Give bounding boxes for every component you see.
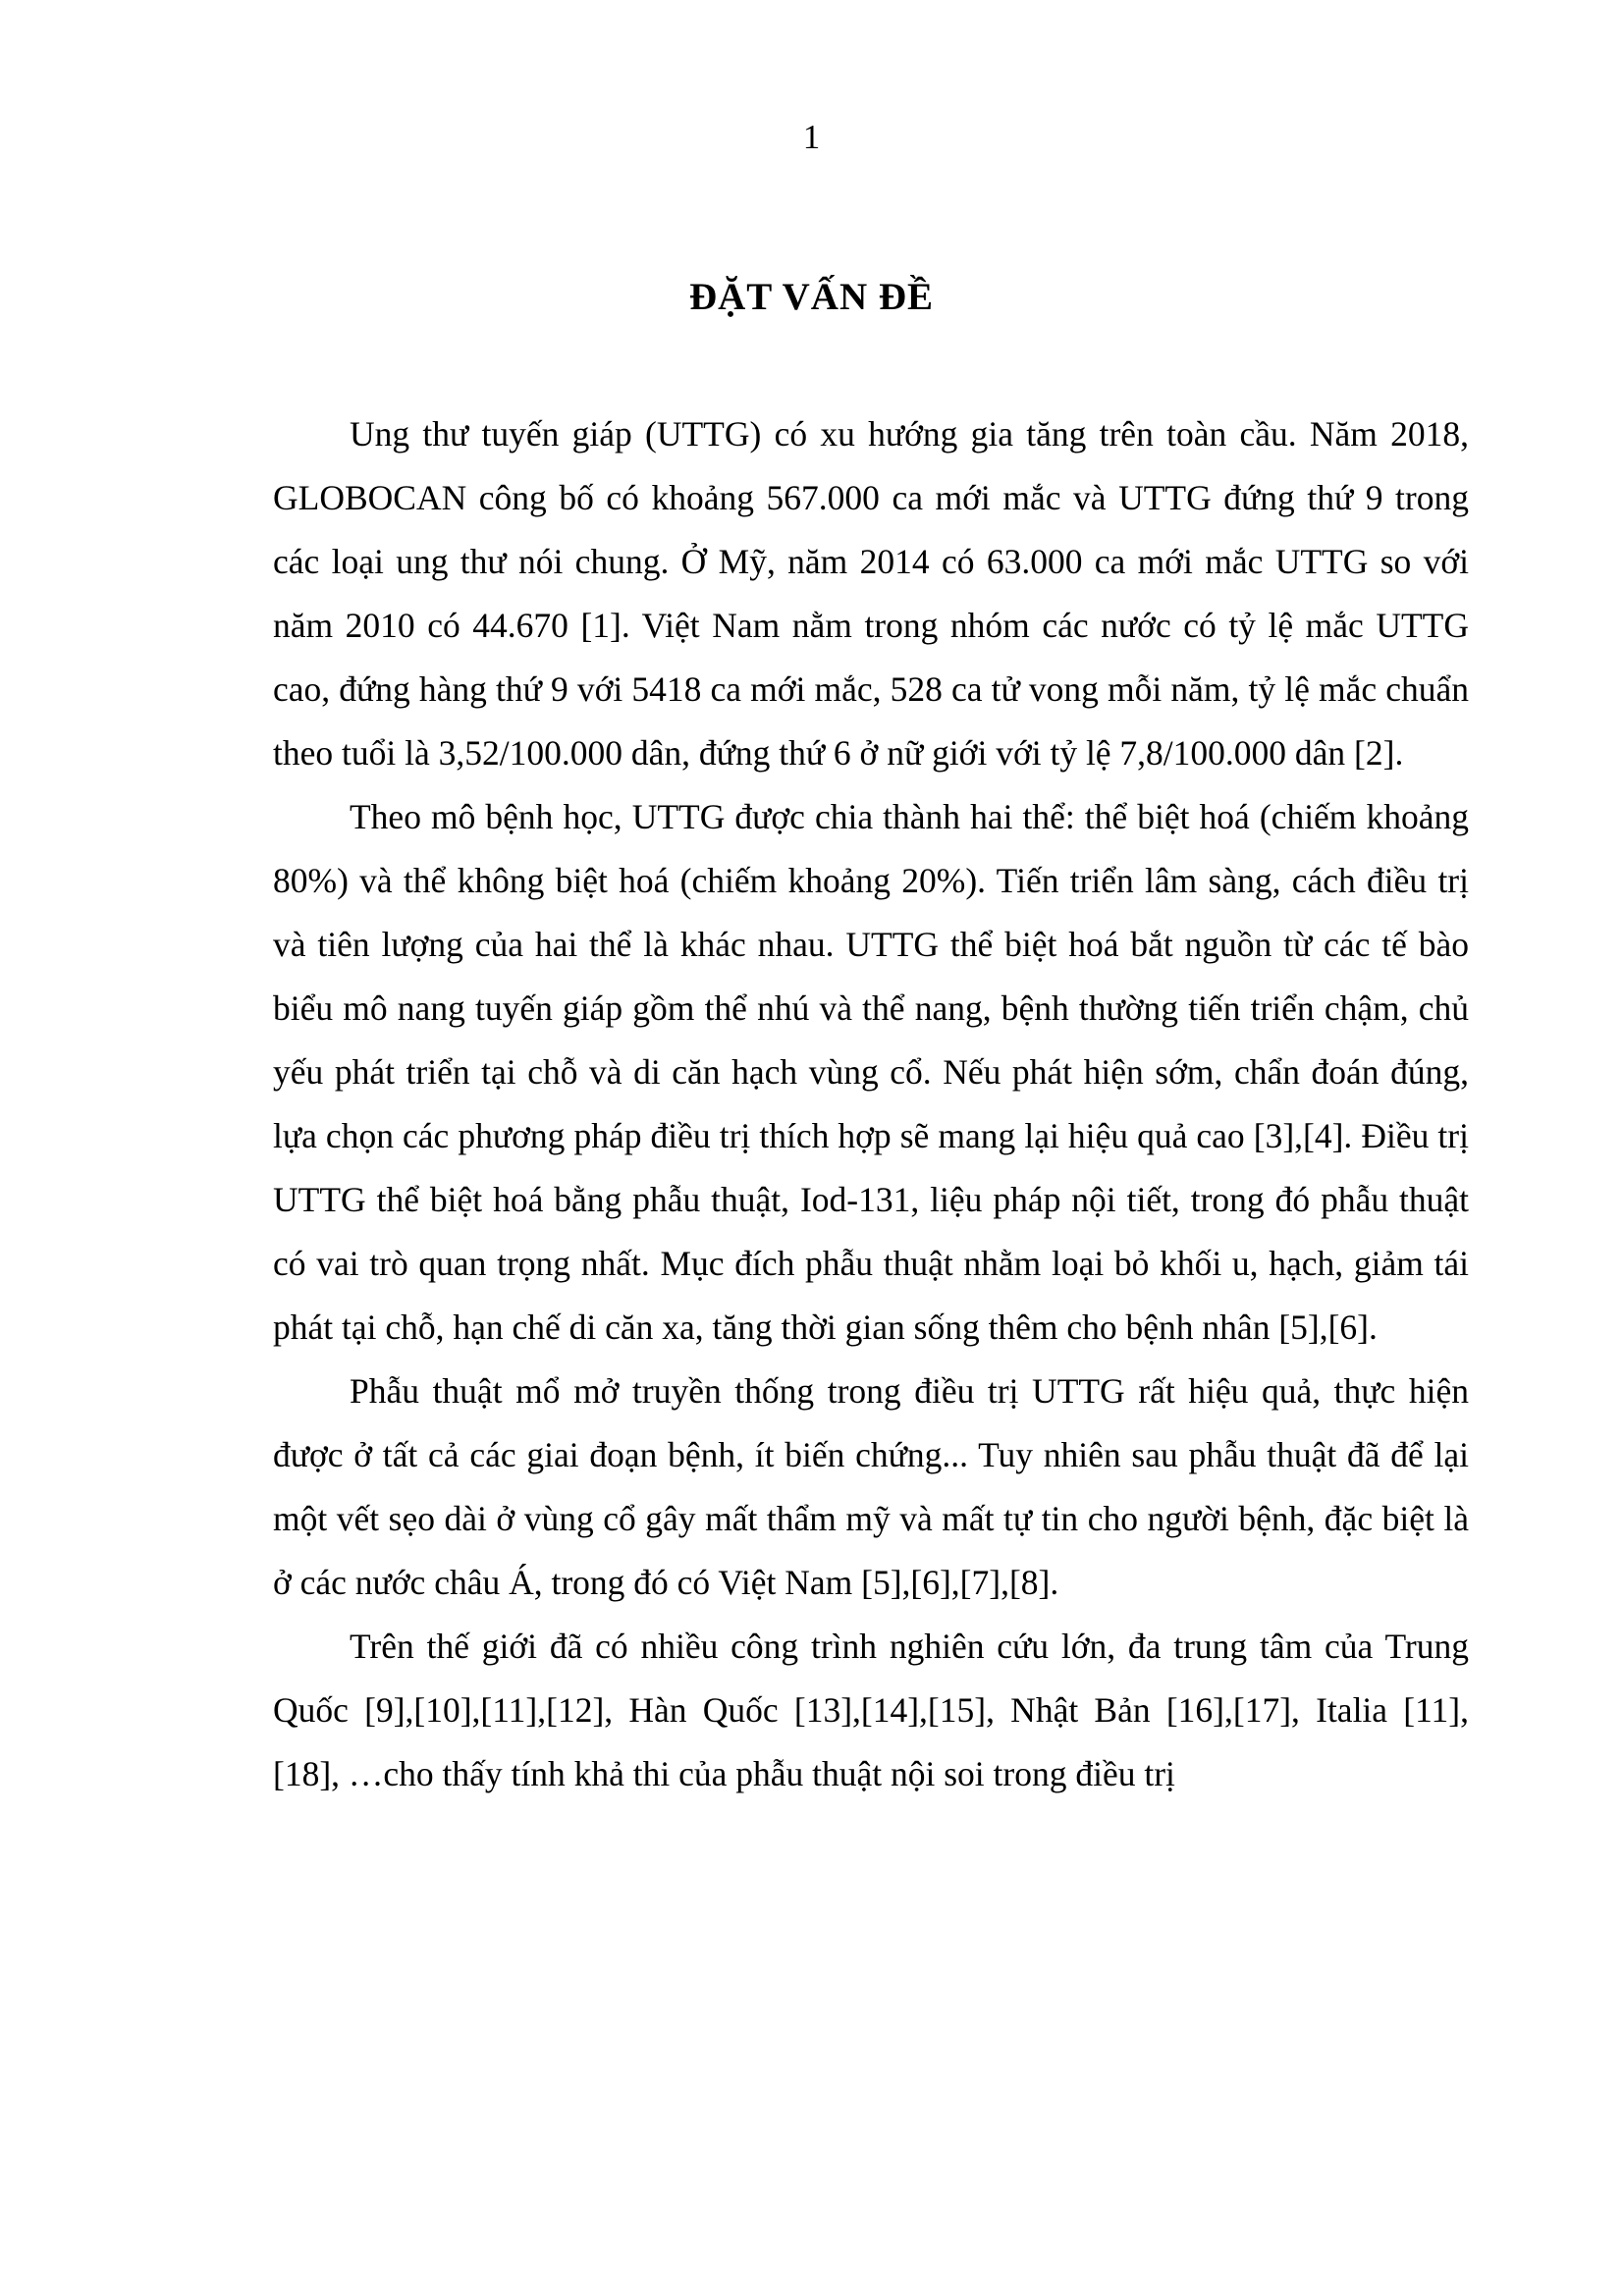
paragraph-1: Ung thư tuyến giáp (UTTG) có xu hướng gia tăng trên toàn cầu. Năm 2018, GLOBOCAN công bố có khoảng 567.000 ca mới mắc và UTTG đứng thứ 9 trong các loại ung thư nói chung. Ở Mỹ, năm 2014 có 63.000 ca mới mắc UTTG so với năm 2010 có 44.670 [1]. Việt Nam nằm trong nhóm các nước có tỷ lệ mắc UTTG cao, đứng hàng thứ 9 với 5418 ca mới mắc, 528 ca tử vong mỗi năm, tỷ lệ mắc chuẩn theo tuổi là 3,52/100.000 dân, đứng thứ 6 ở nữ giới với tỷ lệ 7,8/100.000 dân [2]. xyxy=(273,414,1469,773)
paragraph-3: Phẫu thuật mổ mở truyền thống trong điều trị UTTG rất hiệu quả, thực hiện được ở tất cả các giai đoạn bệnh, ít biến chứng... Tuy nhiên sau phẫu thuật đã để lại một vết sẹo dài ở vùng cổ gây mất thẩm mỹ và mất tự tin cho người bệnh, đặc biệt là ở các nước châu Á, trong đó có Việt Nam [5],[6],[7],[8]. xyxy=(273,1371,1469,1602)
section-title: ĐẶT VẤN ĐỀ xyxy=(688,276,935,318)
body-text xyxy=(273,402,1469,1806)
page-number: 1 xyxy=(802,118,821,156)
paragraph-4: Trên thế giới đã có nhiều công trình nghiên cứu lớn, đa trung tâm của Trung Quốc [9],[10],[11],[12], Hàn Quốc [13],[14],[15], Nhật Bản [16],[17], Italia [11],[18], …cho thấy tính khả thi của phẫu thuật nội soi trong điều trị xyxy=(273,1627,1469,1793)
paragraph-2: Theo mô bệnh học, UTTG được chia thành hai thể: thể biệt hoá (chiếm khoảng 80%) và thể không biệt hoá (chiếm khoảng 20%). Tiến triển lâm sàng, cách điều trị và tiên lượng của hai thể là khác nhau. UTTG thể biệt hoá bắt nguồn từ các tế bào biểu mô nang tuyến giáp gồm thể nhú và thể nang, bệnh thường tiến triển chậm, chủ yếu phát triển tại chỗ và di căn hạch vùng cổ. Nếu phát hiện sớm, chẩn đoán đúng, lựa chọn các phương pháp điều trị thích hợp sẽ mang lại hiệu quả cao [3],[4]. Điều trị UTTG thể biệt hoá bằng phẫu thuật, Iod-131, liệu pháp nội tiết, trong đó phẫu thuật có vai trò quan trọng nhất. Mục đích phẫu thuật nhằm loại bỏ khối u, hạch, giảm tái phát tại chỗ, hạn chế di căn xa, tăng thời gian sống thêm cho bệnh nhân [5],[6]. xyxy=(273,797,1469,1347)
